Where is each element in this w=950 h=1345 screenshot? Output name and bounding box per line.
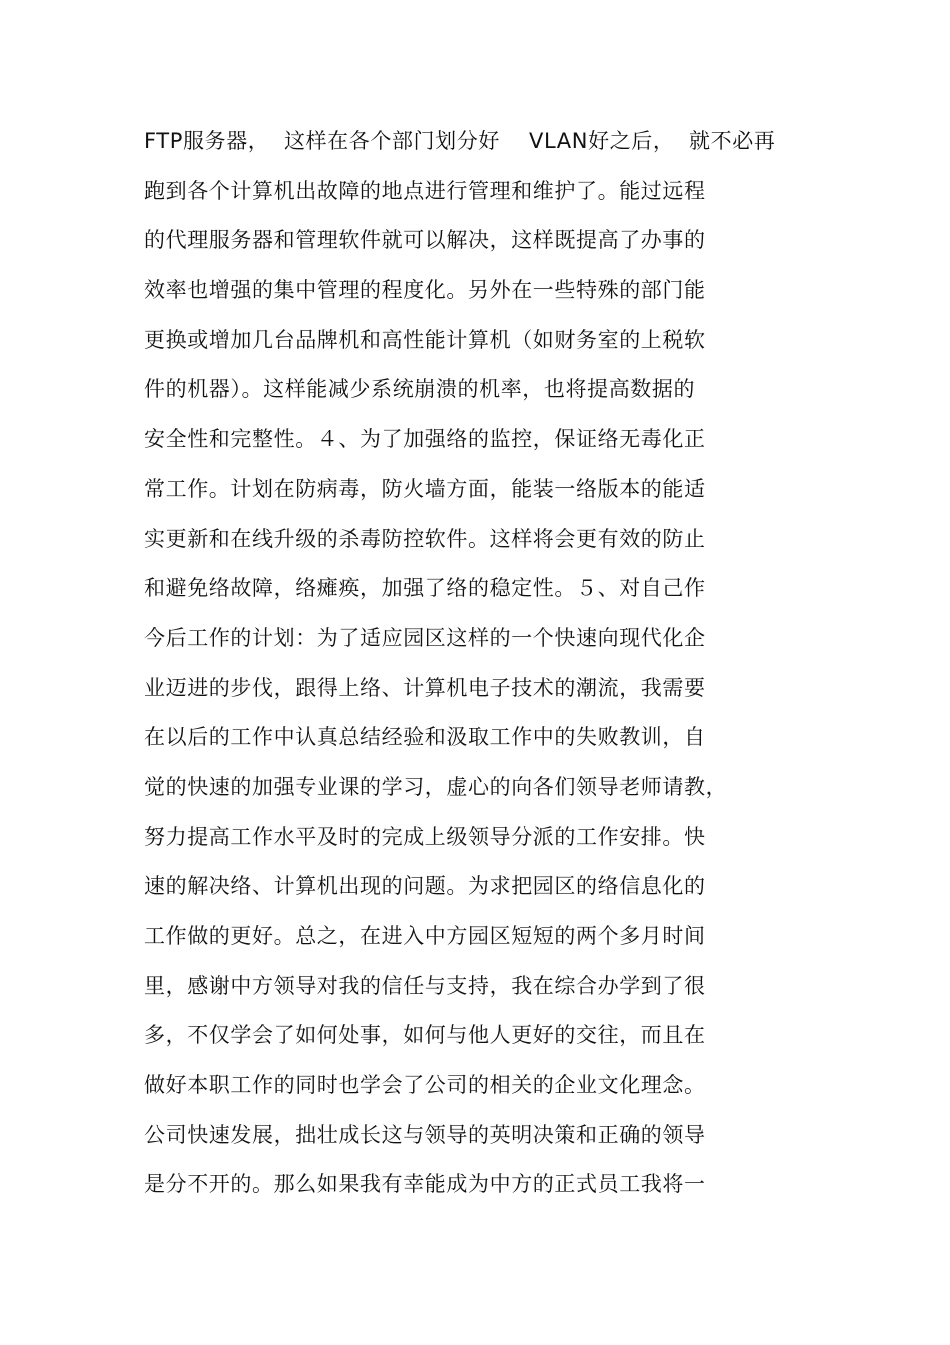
- text-line-18: 里，感谢中方领导对我的信任与支持，我在综合办学到了很: [144, 973, 706, 998]
- text-line-22: 是分不开的。那么如果我有幸能成为中方的正式员工我将一: [144, 1172, 706, 1197]
- text-line-19: 多，不仅学会了如何处事，如何与他人更好的交往，而且在: [144, 1023, 706, 1048]
- text-line-17: 工作做的更好。总之，在进入中方园区短短的两个多月时间: [144, 924, 706, 948]
- text-line-9: 实更新和在线升级的杀毒防控软件。这样将会更有效的防止: [144, 526, 706, 551]
- text-line-5: 更换或增加几台品牌机和高性能计算机（如财务室的上税软: [144, 327, 706, 352]
- text-line-15: 努力提高工作水平及时的完成上级领导分派的工作安排。快: [144, 824, 706, 849]
- text-line-20: 做好本职工作的同时也学会了公司的相关的企业文化理念。: [144, 1073, 706, 1098]
- text-line-14: 觉的快速的加强专业课的学习，虚心的向各们领导老师请教，: [144, 774, 728, 799]
- text-line-8: 常工作。计划在防病毒，防火墙方面，能装一络版本的能适: [144, 476, 706, 501]
- text-line-1: FTP服务器， 这样在各个部门划分好 VLAN好之后， 就不必再: [144, 129, 776, 153]
- text-line-21: 公司快速发展，拙壮成长这与领导的英明决策和正确的领导: [144, 1122, 706, 1147]
- text-line-12: 业迈进的步伐，跟得上络、计算机电子技术的潮流，我需要: [144, 675, 706, 700]
- text-line-10: 和避免络故障，络瘫痪，加强了络的稳定性。５、对自己作: [144, 576, 706, 601]
- text-line-3: 的代理服务器和管理软件就可以解决，这样既提高了办事的: [144, 228, 706, 253]
- text-line-16: 速的解决络、计算机出现的问题。为求把园区的络信息化的: [144, 874, 706, 899]
- text-line-6: 件的机器）。这样能减少系统崩溃的机率，也将提高数据的: [144, 377, 696, 402]
- text-line-13: 在以后的工作中认真总结经验和汲取工作中的失败教训，自: [144, 725, 706, 750]
- text-line-2: 跑到各个计算机出故障的地点进行管理和维护了。能过远程: [144, 178, 706, 203]
- text-line-11: 今后工作的计划：为了适应园区这样的一个快速向现代化企: [144, 625, 706, 650]
- text-line-4: 效率也增强的集中管理的程度化。另外在一些特殊的部门能: [144, 278, 706, 303]
- text-line-7: 安全性和完整性。４、为了加强络的监控，保证络无毒化正: [144, 427, 706, 452]
- body-text: [144, 117, 824, 1210]
